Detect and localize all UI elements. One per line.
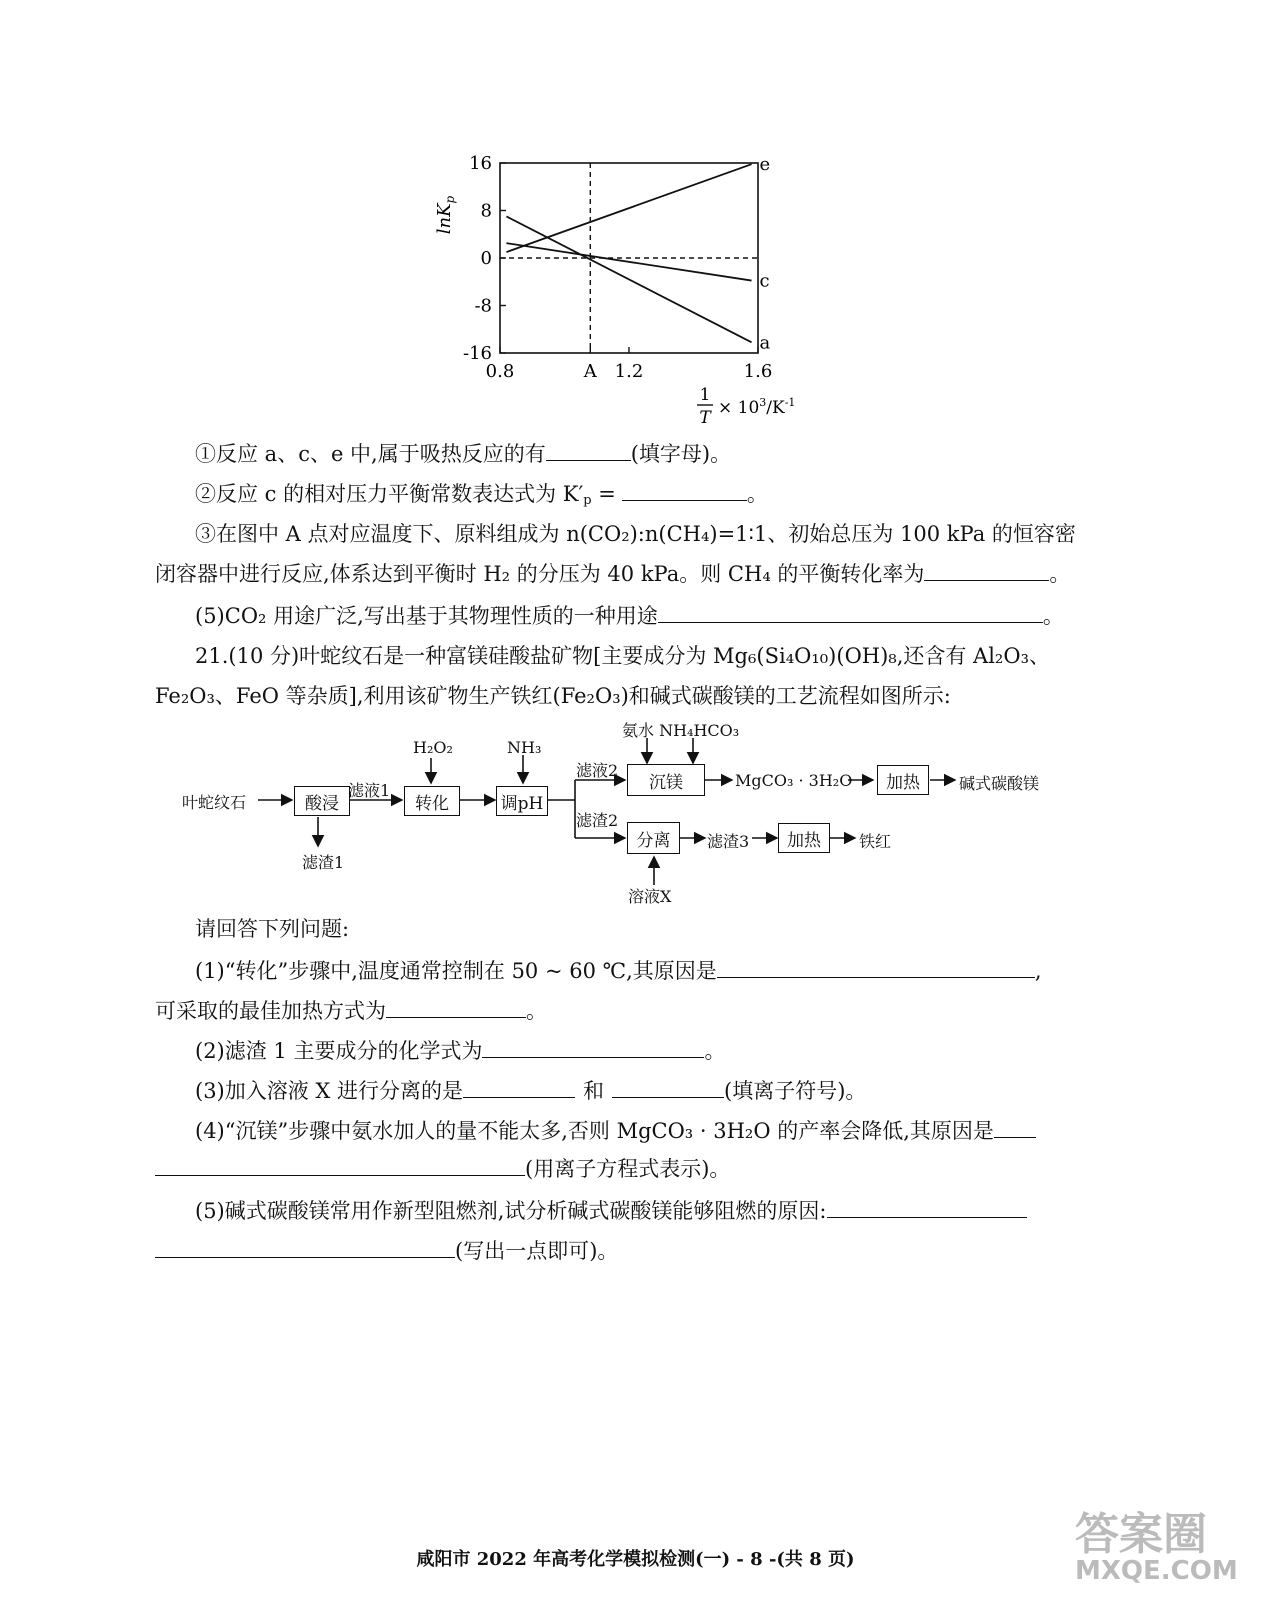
y-tick-label: 0	[480, 248, 492, 269]
flow-h2o2: H₂O₂	[413, 738, 453, 757]
a1-text2: 可采取的最佳加热方式为	[155, 999, 386, 1023]
q5-answer-blank[interactable]	[658, 604, 1043, 623]
a2-text: (2)滤渣 1 主要成分的化学式为	[195, 1039, 483, 1063]
q1-answer-blank[interactable]	[546, 442, 631, 461]
a3-line	[195, 1077, 866, 1105]
flow-raw: 叶蛇纹石	[182, 793, 247, 812]
flow-acid-box: 酸浸	[294, 786, 350, 816]
watermark-logo: 答案圈	[1075, 1509, 1207, 1560]
y-tick-label: 8	[480, 200, 492, 222]
a5-end: (写出一点即可)。	[455, 1239, 619, 1263]
flow-ph-box: 调pH	[496, 786, 548, 816]
a5-line1	[195, 1197, 1027, 1225]
q1-after: (填字母)。	[630, 442, 732, 466]
q3-end: 。	[1049, 562, 1071, 586]
a4-end: (用离子方程式表示)。	[525, 1157, 731, 1181]
flow-filtrate1: 滤液1	[348, 781, 391, 800]
x-tick-label: 1.2	[614, 361, 644, 382]
flow-heat1-box: 加热	[877, 765, 929, 795]
q3-text: 闭容器中进行反应,体系达到平衡时 H₂ 的分压为 40 kPa。则 CH₄ 的平衡转化率为	[155, 562, 925, 586]
p21-line1: 21.(10 分)叶蛇纹石是一种富镁硅酸盐矿物[主要成分为 Mg₆(Si₄O₁₀)(OH)₈,还含有 Al₂O₃、	[195, 644, 1050, 668]
flow-filtrate2: 滤液2	[576, 761, 619, 780]
x-axis-label-den: T	[699, 408, 711, 428]
q1-text: ①反应 a、c、e 中,属于吸热反应的有	[195, 442, 546, 466]
a4-text: (4)“沉镁”步骤中氨水加人的量不能太多,否则 MgCO₃ · 3H₂O 的产率会降低,其原因是	[195, 1119, 994, 1143]
flow-nh3: NH₃	[507, 738, 542, 757]
y-tick-label: -16	[463, 343, 492, 364]
flow-residue1: 滤渣1	[302, 853, 345, 872]
q2-line	[195, 480, 768, 508]
flow-mgco3: MgCO₃ · 3H₂O	[735, 771, 853, 790]
x-axis-label-num: 1	[699, 385, 711, 405]
q2-text: ②反应 c 的相对压力平衡常数表达式为 K′	[195, 482, 584, 506]
q2-after: =	[591, 482, 616, 506]
q5-text: (5)CO₂ 用途广泛,写出基于其物理性质的一种用途	[195, 604, 658, 628]
series-line-c	[506, 243, 751, 280]
flow-separate-box: 分离	[627, 822, 680, 854]
series-label-c: c	[759, 270, 770, 292]
a3-end: (填离子符号)。	[724, 1079, 867, 1103]
x-tick-label: 1.6	[743, 361, 773, 382]
intro-line: 请回答下列问题:	[195, 917, 350, 941]
a5-line2	[155, 1237, 618, 1265]
series-line-e	[506, 164, 751, 252]
footer-text: 咸阳市 2022 年高考化学模拟检测(一) - 8 -(共 8 页)	[416, 1549, 855, 1570]
x-axis-label-rest: × $10^3/K^{-1}$	[718, 396, 796, 418]
flow-solx: 溶液X	[628, 887, 672, 906]
flow-product1: 碱式碳酸镁	[959, 774, 1040, 793]
flow-mg-precip-box: 沉镁	[627, 764, 705, 796]
y-tick-label: -8	[474, 295, 492, 317]
a4-blank-1[interactable]	[994, 1119, 1036, 1138]
flow-reagents: 氨水 NH₄HCO₃	[622, 721, 740, 740]
a1-end2: 。	[526, 999, 547, 1023]
q5-line	[195, 602, 1064, 630]
series-line-a	[506, 216, 751, 342]
a4-line2	[155, 1155, 730, 1183]
a5-text: (5)碱式碳酸镁常用作新型阻燃剂,试分析碱式碳酸镁能够阻燃的原因:	[195, 1199, 827, 1223]
x-tick-label: A	[583, 361, 597, 382]
q1-line	[195, 440, 731, 468]
a3-blank-1[interactable]	[463, 1079, 575, 1098]
q2-answer-blank[interactable]	[622, 482, 747, 501]
a4-line1	[195, 1117, 1036, 1145]
q3-line2	[155, 560, 1070, 588]
a1-end: ,	[1034, 959, 1042, 983]
a1-blank-1[interactable]	[717, 959, 1035, 978]
a2-blank[interactable]	[482, 1039, 704, 1058]
a2-end: 。	[704, 1039, 726, 1063]
watermark-url: MXQE.COM	[1075, 1556, 1238, 1586]
y-tick-label: 16	[469, 155, 492, 174]
a5-blank-2[interactable]	[155, 1239, 455, 1258]
series-label-e: e	[759, 155, 771, 176]
q3-answer-blank[interactable]	[924, 562, 1049, 581]
lnkp-chart-svg	[420, 155, 820, 435]
a5-blank-1[interactable]	[827, 1199, 1027, 1218]
flow-heat2-box: 加热	[778, 823, 830, 853]
a4-blank-2[interactable]	[155, 1157, 525, 1176]
q2-end: 。	[746, 482, 768, 506]
a1-text: (1)“转化”步骤中,温度通常控制在 50 ~ 60 ℃,其原因是	[195, 959, 717, 983]
a2-line	[195, 1037, 725, 1065]
a3-blank-2[interactable]	[612, 1079, 724, 1098]
a1-blank-2[interactable]	[386, 999, 526, 1018]
x-tick-label: 0.8	[485, 361, 515, 382]
q3-line1: ③在图中 A 点对应温度下、原料组成为 n(CO₂):n(CH₄)=1∶1、初始总压为 100 kPa 的恒容密	[195, 522, 1076, 546]
series-label-a: a	[759, 332, 771, 354]
flow-product2: 铁红	[859, 832, 892, 851]
flow-convert-box: 转化	[404, 786, 460, 816]
a3-text: (3)加入溶液 X 进行分离的是	[195, 1079, 464, 1103]
flow-residue3: 滤渣3	[707, 832, 750, 851]
q5-end: 。	[1042, 604, 1064, 628]
q2-sub: p	[583, 493, 592, 508]
chart	[420, 155, 820, 435]
process-flowchart	[170, 710, 1070, 910]
y-axis-label: lnK$_p$	[434, 195, 457, 235]
flow-residue2: 滤渣2	[576, 811, 619, 830]
a3-mid: 和	[583, 1079, 605, 1103]
a1-line1	[195, 957, 1042, 985]
p21-line2: Fe₂O₃、FeO 等杂质],利用该矿物生产铁红(Fe₂O₃)和碱式碳酸镁的工艺流程如图所示:	[155, 684, 951, 708]
a1-line2	[155, 997, 547, 1025]
